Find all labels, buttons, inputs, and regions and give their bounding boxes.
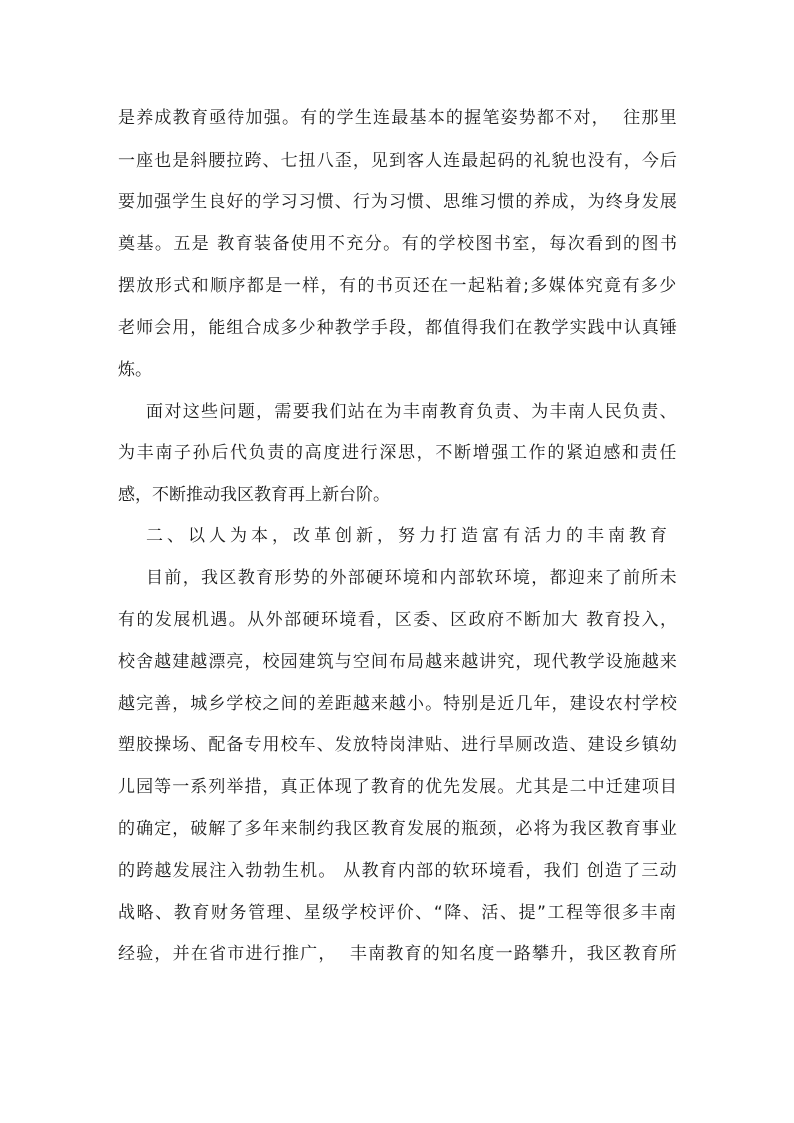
text-line: 奠基。五是 教育装备使用不充分。有的学校图书室，每次看到的图书 [118,234,678,254]
text-line: 有的发展机遇。从外部硬环境看，区委、区政府不断加大 教育投入， [118,610,678,630]
text-line: 儿园等一系列举措，真正体现了教育的优先发展。尤其是二中迁建项目 [118,777,678,797]
text-line: 感，不断推动我区教育再上新台阶。 [118,485,390,505]
text-line: 战略、教育财务管理、星级学校评价、“降、活、提”工程等很多丰南 [118,903,678,923]
text-line: 一座也是斜腰拉跨、七扭八歪，见到客人连最起码的礼貌也没有，今后 [118,151,678,171]
text-line: 经验，并在省市进行推广， 丰南教育的知名度一路攀升，我区教育所 [118,944,678,964]
text-line: 塑胶操场、配备专用校车、发放特岗津贴、进行旱厕改造、建设乡镇幼 [118,735,678,755]
text-line: 的确定，破解了多年来制约我区教育发展的瓶颈，必将为我区教育事业 [118,819,678,839]
text-line: 是养成教育亟待加强。有的学生连最基本的握笔姿势都不对， 往那里 [118,108,678,128]
text-line: 校舍越建越漂亮，校园建筑与空间布局越来越讲究，现代教学设施越来 [118,652,678,672]
text-line: 摆放形式和顺序都是一样，有的书页还在一起粘着;多媒体究竟有多少 [118,276,678,296]
text-line: 为丰南子孙后代负责的高度进行深思，不断增强工作的紧迫感和责任 [118,443,678,463]
text-line: 面对这些问题，需要我们站在为丰南教育负责、为丰南人民负责、 [146,402,678,422]
text-line: 老师会用，能组合成多少种教学手段，都值得我们在教学实践中认真锤 [118,318,678,338]
text-line: 目前，我区教育形势的外部硬环境和内部软环境，都迎来了前所未 [146,568,678,588]
text-line: 炼。 [118,360,152,380]
text-line: 越完善，城乡学校之间的差距越来越小。特别是近几年，建设农村学校 [118,694,678,714]
section-heading: 二、以人为本，改革创新，努力打造富有活力的丰南教育 [146,526,671,546]
text-line: 要加强学生良好的学习习惯、行为习惯、思维习惯的养成，为终身发展 [118,192,678,212]
text-line: 的跨越发展注入勃勃生机。 从教育内部的软环境看，我们 创造了三动 [118,861,678,881]
